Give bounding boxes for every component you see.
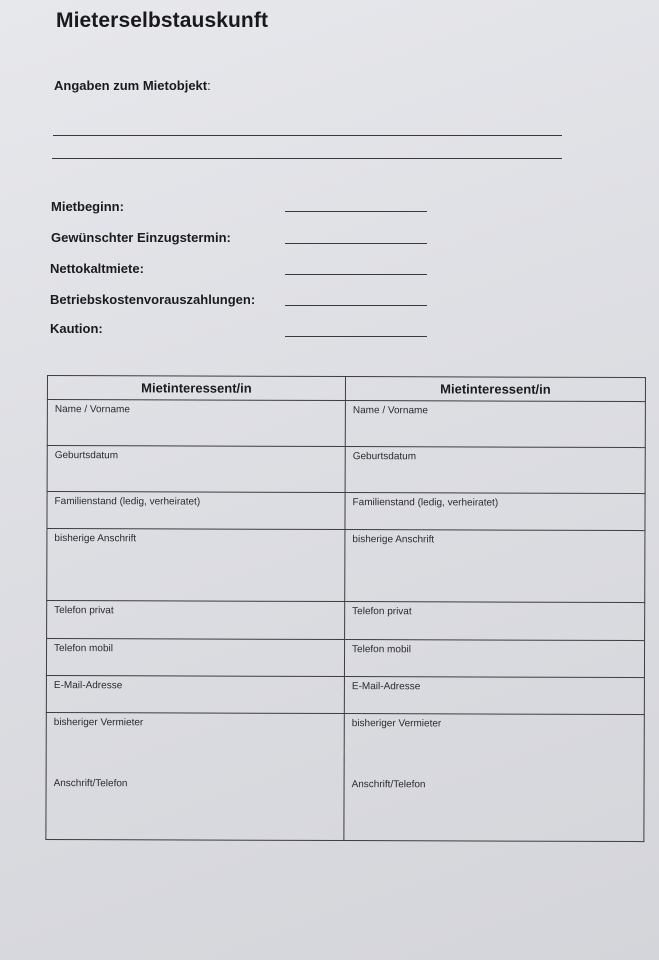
- cell-label: E-Mail-Adresse: [351, 681, 421, 693]
- field-line-rental-start[interactable]: [285, 211, 427, 212]
- cell-label: Anschrift/Telefon: [53, 778, 128, 790]
- field-line-net-rent[interactable]: [285, 274, 427, 275]
- applicant-1-landlord-cell[interactable]: [46, 712, 344, 840]
- document-title: Mieterselbstauskunft: [56, 9, 269, 32]
- cell-label: Telefon mobil: [54, 643, 113, 655]
- table-row-birth: [47, 446, 645, 494]
- cell-label: bisherige Anschrift: [54, 533, 137, 545]
- field-line-move-in-date[interactable]: [285, 243, 427, 244]
- rental-object-heading: [54, 78, 211, 93]
- applicant-1-name-cell[interactable]: [47, 400, 345, 447]
- cell-label: Anschrift/Telefon: [351, 779, 426, 791]
- table-row-address: [47, 529, 645, 603]
- cell-label: Name / Vorname: [54, 404, 130, 416]
- cell-label: Name / Vorname: [352, 405, 428, 417]
- table-row-email: [46, 675, 644, 714]
- table-header-row: [47, 376, 645, 402]
- field-label-rental-start: Mietbeginn:: [51, 199, 124, 214]
- table-row-name: [47, 400, 645, 448]
- applicant-1-marital-cell[interactable]: [47, 492, 345, 530]
- table-row-marital: [47, 492, 645, 531]
- rental-object-heading-colon: :: [207, 78, 211, 93]
- applicant-2-name-cell[interactable]: [345, 401, 645, 448]
- cell-label: Familienstand (ledig, verheiratet): [54, 496, 201, 508]
- rental-object-line-2[interactable]: [52, 158, 562, 159]
- applicant-1-phone-mobile-cell[interactable]: [46, 639, 344, 677]
- cell-label: bisheriger Vermieter: [351, 718, 442, 730]
- applicant-table: [45, 375, 646, 842]
- field-line-deposit[interactable]: [285, 336, 427, 337]
- cell-label: Familienstand (ledig, verheiratet): [352, 497, 499, 509]
- field-label-net-rent: Nettokaltmiete:: [50, 261, 144, 276]
- cell-label: E-Mail-Adresse: [53, 680, 123, 692]
- applicant-2-header: Mietinteressent/in: [345, 377, 645, 402]
- table-row-phone-mobile: [46, 639, 644, 678]
- applicant-2-phone-mobile-cell[interactable]: [344, 640, 644, 678]
- applicant-1-header: Mietinteressent/in: [47, 376, 345, 401]
- cell-label: Telefon mobil: [352, 644, 411, 656]
- applicant-1-address-cell[interactable]: [47, 529, 345, 602]
- applicant-1-birth-cell[interactable]: [47, 446, 345, 493]
- applicant-2-marital-cell[interactable]: [345, 493, 645, 531]
- field-label-move-in-date: Gewünschter Einzugstermin:: [51, 230, 231, 245]
- rental-object-heading-text: Angaben zum Mietobjekt: [54, 78, 208, 93]
- applicant-2-email-cell[interactable]: [344, 677, 644, 715]
- applicant-2-landlord-cell[interactable]: [344, 714, 644, 842]
- field-label-operating-costs: Betriebskostenvorauszahlungen:: [50, 292, 256, 307]
- table-row-phone-private: [47, 601, 645, 641]
- applicant-1-email-cell[interactable]: [46, 675, 344, 713]
- field-label-deposit: Kaution:: [50, 321, 103, 336]
- cell-label: bisheriger Vermieter: [53, 717, 144, 729]
- cell-label: Telefon privat: [54, 605, 114, 617]
- applicant-1-phone-private-cell[interactable]: [47, 601, 345, 640]
- cell-label: Telefon privat: [352, 606, 412, 618]
- rental-object-line-1[interactable]: [53, 135, 562, 136]
- field-line-operating-costs[interactable]: [285, 305, 427, 306]
- applicant-2-birth-cell[interactable]: [345, 447, 645, 494]
- cell-label: Geburtsdatum: [54, 450, 119, 462]
- applicant-2-phone-private-cell[interactable]: [345, 602, 645, 641]
- applicant-2-address-cell[interactable]: [345, 530, 645, 603]
- cell-label: bisherige Anschrift: [352, 534, 435, 546]
- table-row-landlord: [46, 712, 644, 841]
- cell-label: Geburtsdatum: [352, 451, 417, 463]
